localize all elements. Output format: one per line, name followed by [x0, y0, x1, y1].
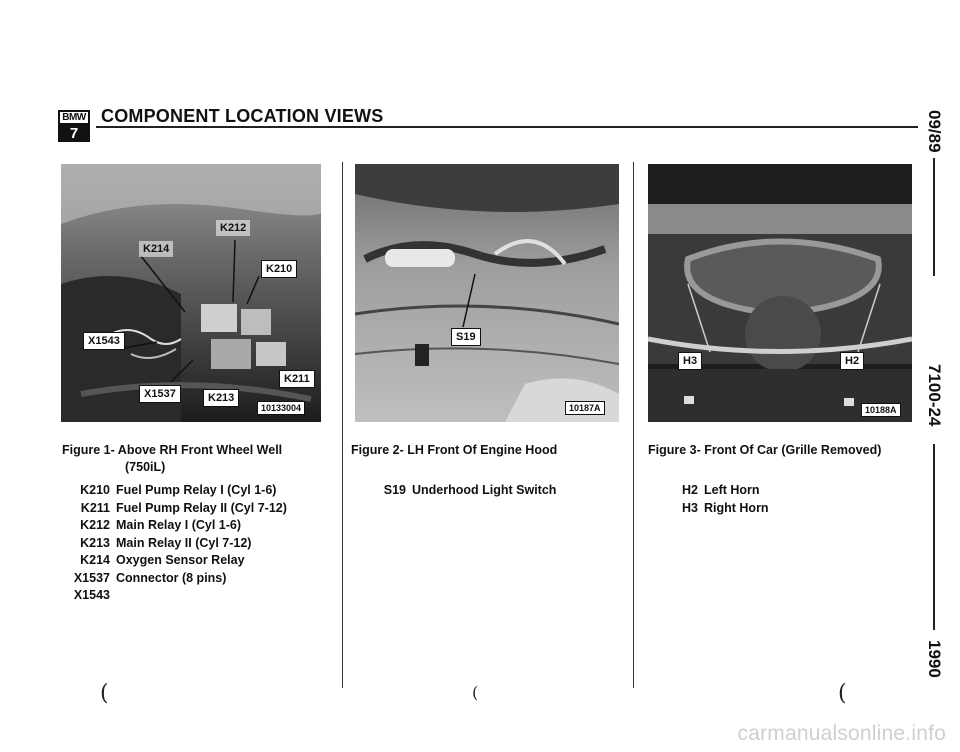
column-separator-2	[633, 162, 634, 688]
figure-1-image-id: 10133004	[257, 401, 305, 415]
callout-x1537: X1537	[139, 385, 181, 403]
footer-paren-right: (	[838, 681, 847, 706]
legend-code: S19	[383, 483, 406, 497]
side-date: 09/89	[925, 110, 944, 153]
legend-desc: Connector (8 pins)	[116, 570, 227, 585]
legend-row	[58, 552, 287, 570]
legend-row	[58, 570, 287, 588]
figure-2-caption: Figure 2- LH Front Of Engine Hood	[351, 443, 558, 457]
header-rule	[96, 126, 918, 128]
callout-k211: K211	[279, 370, 315, 388]
legend-row	[668, 500, 769, 518]
legend-code: H2	[682, 483, 698, 497]
legend-desc: Right Horn	[704, 500, 769, 515]
legend-row	[58, 517, 287, 535]
callout-k213: K213	[203, 389, 239, 407]
figure-2-legend	[360, 482, 556, 500]
legend-row	[668, 482, 769, 500]
figure-2-photo	[355, 164, 619, 422]
side-page-number: 7100-24	[925, 364, 944, 427]
legend-code: K213	[80, 535, 110, 550]
legend-row	[360, 482, 556, 500]
page-title: COMPONENT LOCATION VIEWS	[101, 106, 384, 126]
legend-row	[58, 587, 287, 605]
figure-3-legend	[668, 482, 769, 517]
side-rule-2	[933, 444, 935, 630]
callout-s19: S19	[451, 328, 481, 346]
figure-1-legend	[58, 482, 287, 605]
legend-row	[58, 500, 287, 518]
legend-code: K210	[80, 483, 110, 497]
legend-desc: Left Horn	[704, 483, 760, 497]
figure-2-image-id: 10187A	[565, 401, 605, 415]
callout-x1543: X1543	[83, 332, 125, 350]
footer-paren-left: (	[100, 681, 109, 706]
side-year: 1990	[925, 640, 944, 678]
figure-3-image-id: 10188A	[861, 403, 901, 417]
legend-desc: Main Relay I (Cyl 1-6)	[116, 518, 242, 532]
callout-k210: K210	[261, 260, 297, 278]
legend-code: X1543	[73, 588, 110, 602]
legend-desc: Oxygen Sensor Relay	[116, 553, 245, 567]
column-separator-1	[342, 162, 343, 688]
legend-desc: Main Relay II (Cyl 7-12)	[116, 535, 252, 550]
callout-k214: K214	[139, 241, 173, 257]
figure-1-photo	[61, 164, 321, 422]
figure-3-caption: Figure 3- Front Of Car (Grille Removed)	[648, 443, 882, 457]
legend-desc: Fuel Pump Relay II (Cyl 7-12)	[116, 500, 287, 515]
callout-h2: H2	[840, 352, 864, 370]
legend-code: K212	[80, 518, 110, 532]
figure-1-caption-model: (750iL)	[125, 460, 166, 474]
legend-row	[58, 535, 287, 553]
legend-code: K211	[80, 500, 110, 515]
figure-1-caption: Figure 1- Above RH Front Wheel Well	[62, 443, 283, 457]
footer-paren-mid: (	[472, 683, 479, 702]
callout-h3: H3	[678, 352, 702, 370]
logo-top: BMW	[58, 110, 90, 125]
callout-k212: K212	[216, 220, 250, 236]
legend-desc: Fuel Pump Relay I (Cyl 1-6)	[116, 483, 277, 497]
legend-desc: Underhood Light Switch	[412, 483, 557, 497]
legend-row	[58, 482, 287, 500]
figure-3-photo	[648, 164, 912, 422]
bmw-logo	[58, 110, 90, 142]
side-rule-1	[933, 158, 935, 276]
logo-bottom: 7	[58, 125, 90, 142]
watermark: carmanualsonline.info	[737, 722, 946, 745]
legend-code: X1537	[73, 570, 110, 585]
legend-code: K214	[80, 553, 110, 567]
legend-code: H3	[682, 500, 698, 515]
